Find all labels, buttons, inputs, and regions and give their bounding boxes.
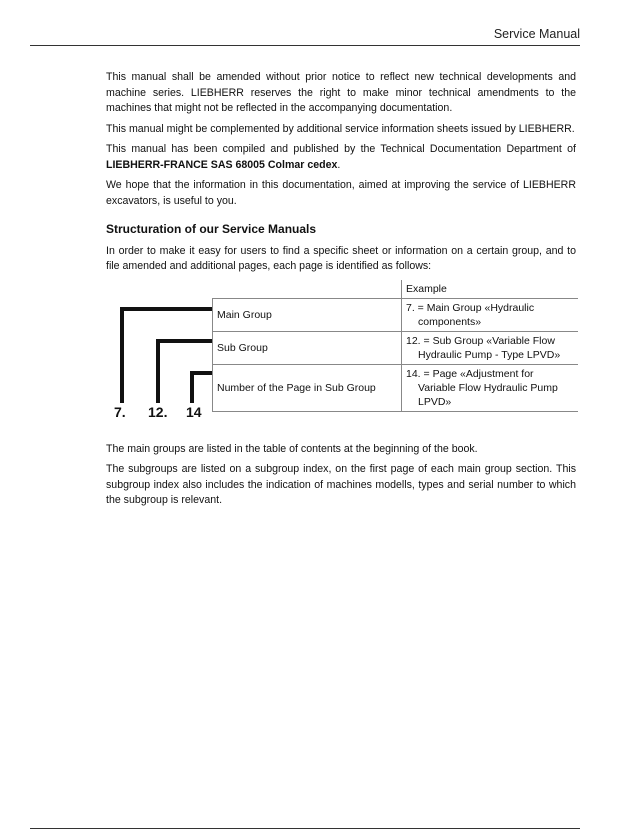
paragraph-complement: This manual might be complemented by additional service information sheets issued by LIEBHERR. xyxy=(106,122,575,135)
sub-group-bracket-vertical xyxy=(156,339,160,403)
example-header: Example xyxy=(402,280,579,299)
sub-group-bracket-horizontal xyxy=(156,339,212,343)
structure-table xyxy=(212,280,578,412)
main-group-bracket-vertical xyxy=(120,307,124,403)
sub-group-example: 12. = Sub Group «Variable Flow Hydraulic Pump - Type LPVD» xyxy=(406,334,561,361)
paragraph-main-groups: The main groups are listed in the table of contents at the beginning of the book. xyxy=(106,442,478,455)
publisher-text: This manual has been compiled and published by the Technical Documentation Department of xyxy=(106,143,576,155)
page-number: 14 xyxy=(186,403,202,420)
page-content xyxy=(106,70,576,514)
main-group-number: 7. xyxy=(114,403,126,420)
main-group-label: Main Group xyxy=(213,298,402,331)
publisher-name: LIEBHERR-FRANCE SAS 68005 Colmar cedex xyxy=(106,158,338,171)
page-number-example: 14. = Page «Adjustment for Variable Flow Hydraulic Pump LPVD» xyxy=(406,367,558,408)
section-intro: In order to make it easy for users to find a specific sheet or information on a certain group, and to file amended and additional pages, each page is identified as follows: xyxy=(106,244,576,272)
sub-group-label: Sub Group xyxy=(213,331,402,364)
main-group-bracket-horizontal xyxy=(120,307,212,311)
structure-table-empty-cell xyxy=(213,280,402,299)
paragraph-publisher xyxy=(106,142,576,173)
paragraph-hope: We hope that the information in this documentation, aimed at improving the service of LIEBHERR excavators, is useful to you. xyxy=(106,179,576,207)
sub-group-number: 12. xyxy=(148,403,168,420)
header-rule xyxy=(30,45,580,46)
section-heading: Structuration of our Service Manuals xyxy=(106,222,317,236)
footer-rule xyxy=(30,828,580,829)
publisher-period: . xyxy=(337,158,341,171)
paragraph-subgroups: The subgroups are listed on a subgroup index, on the first page of each main group section. This subgroup index also includes the indication of machines modells, types and serial number to which the subgroup is relevant. xyxy=(106,463,576,506)
page-number-label: Number of the Page in Sub Group xyxy=(213,364,402,411)
paragraph-amendments: This manual shall be amended without prior notice to reflect new technical developments and machine series. LIEBHERR reserves the right to make minor technical amendments to the machines that might not be reflected in the accompanying documentation. xyxy=(106,71,576,114)
running-header-title: Service Manual xyxy=(493,27,580,41)
page-number-bracket-vertical xyxy=(190,371,194,403)
main-group-example: 7. = Main Group «Hydraulic components» xyxy=(406,301,535,328)
page-numbering-diagram xyxy=(106,280,576,430)
